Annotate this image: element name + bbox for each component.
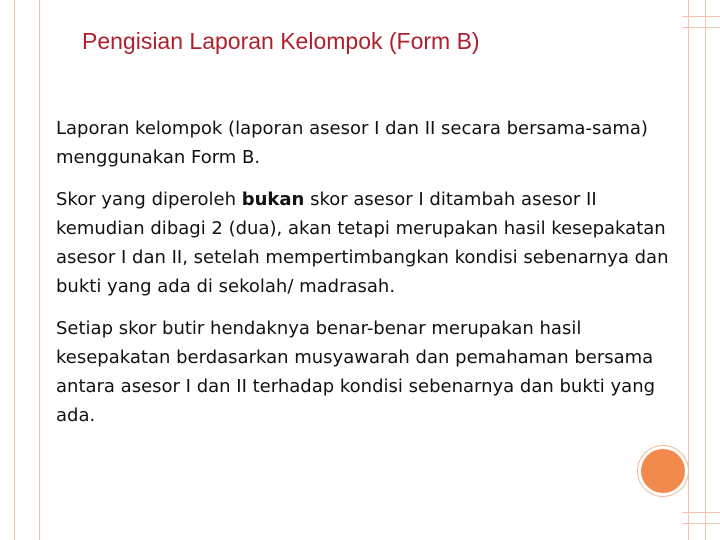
paragraph-form-b: Laporan kelompok (laporan asesor I dan II secara bersama-sama) menggunakan Form B. — [56, 118, 648, 168]
slide-body — [56, 114, 676, 443]
decorative-frame-bottom-right — [682, 512, 720, 524]
emphasis-bukan: bukan — [241, 189, 305, 210]
paragraph-score-agreement — [56, 185, 676, 301]
slide-title: Pengisian Laporan Kelompok (Form B) — [82, 28, 480, 54]
paragraph-score-agreement-end: skor asesor I ditambah asesor II kemudian dibagi 2 (dua), akan tetapi merupakan hasil kesepakatan asesor I dan II, setelah mempertimbangkan kondisi sebenarnya dan bukti yang ada di sekolah/ madrasah. — [56, 189, 669, 297]
decorative-frame-top-right — [682, 16, 720, 28]
paragraph-score-agreement-start: Skor yang diperoleh — [56, 189, 242, 210]
decorative-frame-right — [688, 0, 706, 540]
paragraph-item-score: Setiap skor butir hendaknya benar-benar merupakan hasil kesepakatan berdasarkan musyawarah dan pemahaman bersama antara asesor I dan II terhadap kondisi sebenarnya dan bukti yang ada. — [56, 318, 656, 426]
decorative-frame-left — [14, 0, 40, 540]
decorative-circle — [641, 449, 685, 493]
